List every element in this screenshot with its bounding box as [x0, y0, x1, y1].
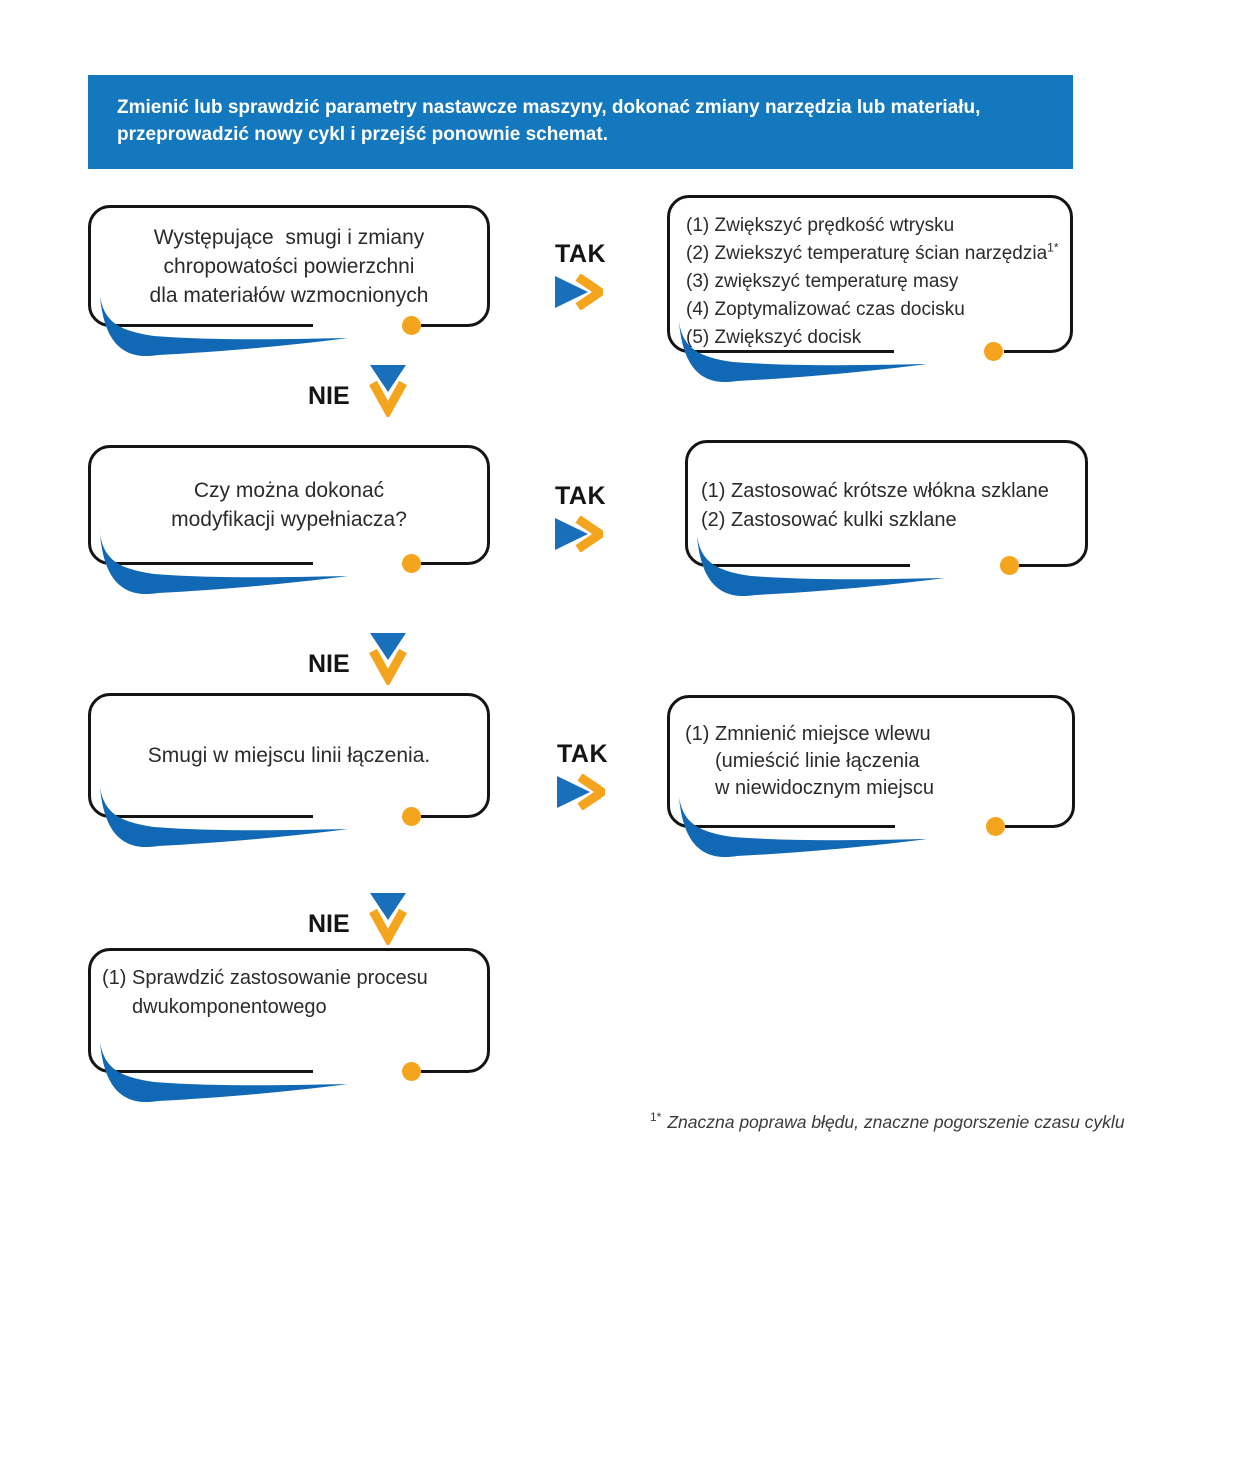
nie-connector-1 [308, 365, 407, 417]
swoosh-decoration [671, 321, 929, 391]
question-box-2 [88, 445, 490, 565]
answer-1-line: (3) zwiększyć temperaturę masy [686, 271, 959, 292]
answer-box-1 [667, 195, 1073, 353]
answer-2-line: (2) Zastosować kulki szklane [701, 509, 957, 531]
swoosh-decoration [92, 295, 350, 365]
connector-dot [402, 316, 421, 335]
nie-label: NIE [308, 650, 350, 678]
connector-dot [402, 807, 421, 826]
tak-arrow-icon [555, 516, 603, 552]
question-box-1 [88, 205, 490, 327]
question-2-line: Czy można dokonać [193, 479, 385, 502]
answer-1-line: (1) Zwiększyć prędkość wtrysku [686, 215, 955, 236]
connector-dot [402, 1062, 421, 1081]
answer-1-line: (4) Zoptymalizować czas docisku [686, 299, 965, 320]
footnote-marker: 1* [650, 1110, 662, 1125]
nie-arrow-icon [369, 365, 407, 417]
instruction-line-2: przeprowadzić nowy cykl i przejść ponownie schemat. [117, 124, 608, 145]
question-1-line: Występujące smugi i zmiany [153, 225, 425, 249]
answer-box-3 [667, 695, 1075, 828]
tak-connector-2 [555, 482, 606, 552]
connector-dot [984, 342, 1003, 361]
answer-3-line: (1) Zmnienić miejsce wlewu [685, 723, 931, 745]
footnote-marker: 1* [1047, 240, 1059, 255]
tak-label: TAK [555, 482, 607, 510]
tak-label: TAK [557, 740, 609, 768]
question-4-line: dwukomponentowego [132, 996, 327, 1018]
question-box-3 [88, 693, 490, 818]
connector-dot [986, 817, 1005, 836]
connector-dot [1000, 556, 1019, 575]
nie-connector-2 [308, 633, 407, 685]
swoosh-decoration [671, 796, 929, 866]
tak-arrow-icon [555, 274, 603, 310]
nie-label: NIE [308, 382, 350, 410]
question-3-line: Smugi w miejscu linii łączenia. [147, 744, 431, 767]
connector-dot [402, 554, 421, 573]
tak-connector-1 [555, 240, 606, 310]
footnote [650, 1112, 1125, 1133]
nie-arrow-icon [369, 893, 407, 945]
question-2-line: modyfikacji wypełniacza? [171, 508, 407, 531]
question-box-4 [88, 948, 490, 1073]
footnote-text: Znaczna poprawa błędu, znaczne pogorszenie czasu cyklu [667, 1112, 1125, 1132]
tak-label: TAK [555, 240, 607, 268]
swoosh-decoration [92, 1041, 350, 1111]
answer-1-line: (2) Zwiekszyć temperaturę ścian narzędzia$^{1*}$ [686, 240, 1059, 264]
nie-arrow-icon [369, 633, 407, 685]
instruction-banner [88, 75, 1073, 169]
answer-box-2 [685, 440, 1088, 567]
instruction-line-1: Zmienić lub sprawdzić parametry nastawcze maszyny, dokonać zmiany narzędzia lub materiału, [117, 97, 981, 118]
answer-2-line: (1) Zastosować krótsze włókna szklane [701, 480, 1049, 502]
nie-connector-3 [308, 893, 407, 945]
question-1-line: chropowatości powierzchni [163, 254, 415, 278]
answer-1-line: (5) Zwiększyć docisk [686, 327, 862, 348]
tak-connector-3 [557, 740, 608, 810]
swoosh-decoration [92, 533, 350, 603]
swoosh-decoration [689, 535, 947, 605]
nie-label: NIE [308, 910, 350, 938]
answer-3-line: (umieścić linie łączenia [715, 750, 920, 772]
answer-3-line: w niewidocznym miejscu [715, 777, 934, 799]
question-4-line: (1) Sprawdzić zastosowanie procesu [102, 967, 428, 989]
tak-arrow-icon [557, 774, 605, 810]
swoosh-decoration [92, 786, 350, 856]
question-1-line: dla materiałów wzmocnionych [149, 283, 429, 307]
